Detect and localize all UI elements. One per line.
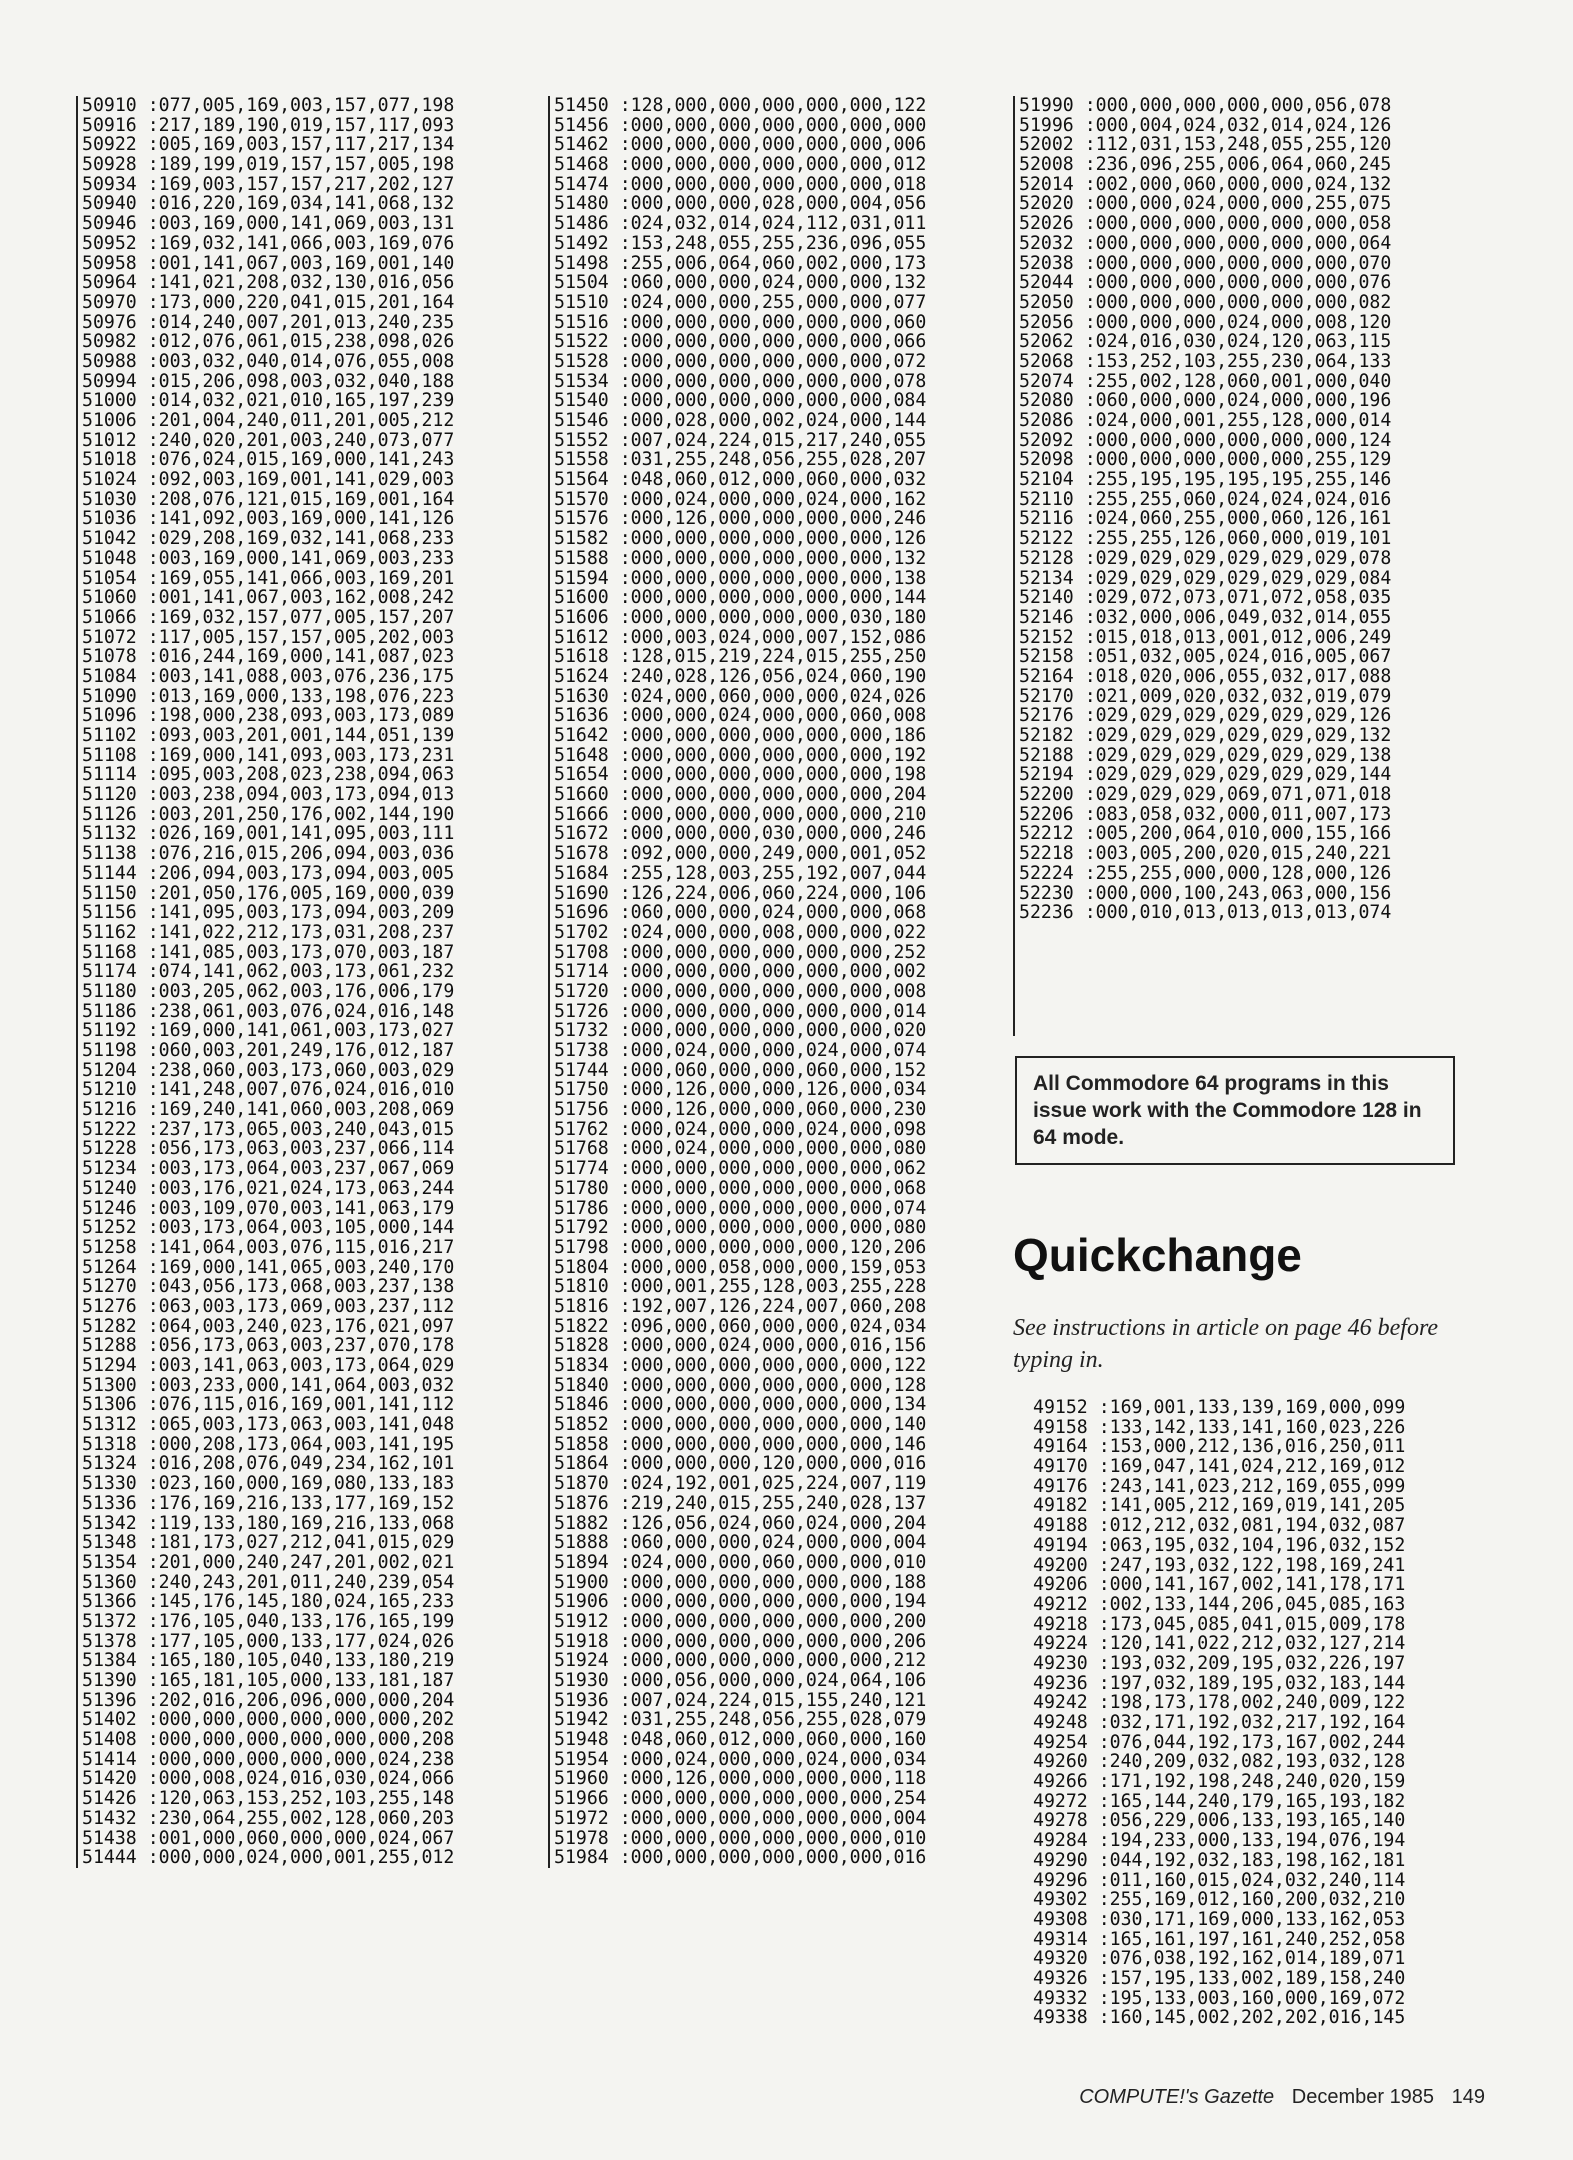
data-line: 51114 :095,003,208,023,238,094,063 [82, 764, 455, 786]
data-line: 51198 :060,003,201,249,176,012,187 [82, 1040, 455, 1061]
data-line: 51528 :000,000,000,000,000,000,072 [554, 350, 927, 372]
data-line: 49182 :141,005,212,169,019,141,205 [1033, 1495, 1406, 1517]
data-line: 49224 :120,141,022,212,032,127,214 [1033, 1633, 1406, 1655]
data-line: 51288 :056,173,063,003,237,070,178 [82, 1335, 455, 1357]
data-line: 51552 :007,024,224,015,217,240,055 [554, 429, 927, 451]
data-line: 51864 :000,000,000,120,000,000,016 [554, 1453, 927, 1475]
data-line: 52062 :024,016,030,024,120,063,115 [1019, 331, 1392, 353]
data-line: 52098 :000,000,000,000,000,255,129 [1019, 449, 1392, 471]
data-line: 51048 :003,169,000,141,069,003,233 [82, 547, 455, 569]
data-line: 51606 :000,000,000,000,000,030,180 [554, 606, 927, 628]
data-line: 51666 :000,000,000,000,000,000,210 [554, 803, 927, 825]
data-line: 51120 :003,238,094,003,173,094,013 [82, 784, 455, 806]
data-line: 51642 :000,000,000,000,000,000,186 [554, 725, 927, 746]
data-line: 49206 :000,141,167,002,141,178,171 [1033, 1574, 1406, 1596]
data-line: 51354 :201,000,240,247,201,002,021 [82, 1551, 455, 1573]
data-line: 51636 :000,000,024,000,000,060,008 [554, 705, 927, 727]
data-line: 51828 :000,000,024,000,000,016,156 [554, 1335, 927, 1357]
data-line: 51810 :000,001,255,128,003,255,228 [554, 1276, 927, 1298]
data-line: 51456 :000,000,000,000,000,000,000 [554, 114, 927, 136]
data-line: 51990 :000,000,000,000,000,056,078 [1019, 95, 1392, 116]
data-line: 51906 :000,000,000,000,000,000,194 [554, 1591, 927, 1613]
data-line: 51462 :000,000,000,000,000,000,006 [554, 134, 927, 156]
data-line: 49176 :243,141,023,212,169,055,099 [1033, 1475, 1406, 1497]
data-line: 51504 :060,000,000,024,000,000,132 [554, 272, 927, 294]
quickchange-instructions: See instructions in article on page 46 before typing in. [1013, 1315, 1439, 1373]
data-line: 51798 :000,000,000,000,000,120,206 [554, 1236, 927, 1258]
data-line: 51102 :093,003,201,001,144,051,139 [82, 725, 455, 746]
data-line: 49254 :076,044,192,173,167,002,244 [1033, 1731, 1406, 1753]
data-line: 51324 :016,208,076,049,234,162,101 [82, 1453, 455, 1475]
data-line: 51234 :003,173,064,003,237,067,069 [82, 1158, 455, 1180]
data-line: 49212 :002,133,144,206,045,085,163 [1033, 1593, 1406, 1615]
data-line: 49326 :157,195,133,002,189,158,240 [1033, 1967, 1406, 1989]
quickchange-listing [1033, 1398, 1483, 2028]
data-line: 51894 :024,000,000,060,000,000,010 [554, 1551, 927, 1573]
data-line: 51006 :201,004,240,011,201,005,212 [82, 410, 455, 431]
data-line: 51702 :024,000,000,008,000,000,022 [554, 921, 927, 943]
data-line: 52032 :000,000,000,000,000,000,064 [1019, 232, 1392, 254]
data-line: 49302 :255,169,012,160,200,032,210 [1033, 1889, 1406, 1911]
data-line: 49158 :133,142,133,141,160,023,226 [1033, 1416, 1406, 1438]
data-line: 51066 :169,032,157,077,005,157,207 [82, 606, 455, 628]
data-line: 51516 :000,000,000,000,000,000,060 [554, 311, 927, 333]
data-line: 49314 :165,161,197,161,240,252,058 [1033, 1928, 1406, 1950]
data-line: 51180 :003,205,062,003,176,006,179 [82, 980, 455, 1002]
data-line: 51012 :240,020,201,003,240,073,077 [82, 429, 455, 451]
data-line: 51312 :065,003,173,063,003,141,048 [82, 1414, 455, 1436]
data-line: 52050 :000,000,000,000,000,000,082 [1019, 291, 1392, 313]
data-line: 51474 :000,000,000,000,000,000,018 [554, 173, 927, 195]
data-line: 51132 :026,169,001,141,095,003,111 [82, 823, 455, 845]
data-line: 52086 :024,000,001,255,128,000,014 [1019, 410, 1392, 431]
data-line: 51960 :000,126,000,000,000,000,118 [554, 1768, 927, 1790]
data-line: 51972 :000,000,000,000,000,000,004 [554, 1807, 927, 1829]
data-line: 51660 :000,000,000,000,000,000,204 [554, 784, 927, 806]
data-line: 51738 :000,024,000,000,024,000,074 [554, 1040, 927, 1061]
data-line: 51750 :000,126,000,000,126,000,034 [554, 1079, 927, 1101]
data-line: 51342 :119,133,180,169,216,133,068 [82, 1512, 455, 1534]
data-line: 51570 :000,024,000,000,024,000,162 [554, 488, 927, 510]
data-line: 51486 :024,032,014,024,112,031,011 [554, 213, 927, 235]
data-line: 51186 :238,061,003,076,024,016,148 [82, 1000, 455, 1022]
data-line: 52116 :024,060,255,000,060,126,161 [1019, 508, 1392, 530]
data-line: 49284 :194,233,000,133,194,076,194 [1033, 1830, 1406, 1852]
data-line: 51756 :000,126,000,000,060,000,230 [554, 1099, 927, 1121]
data-line: 49194 :063,195,032,104,196,032,152 [1033, 1534, 1406, 1556]
data-line: 51576 :000,126,000,000,000,000,246 [554, 508, 927, 530]
data-line: 51432 :230,064,255,002,128,060,203 [82, 1807, 455, 1829]
data-line: 51900 :000,000,000,000,000,000,188 [554, 1571, 927, 1593]
data-line: 51294 :003,141,063,003,173,064,029 [82, 1355, 455, 1376]
data-line: 50922 :005,169,003,157,117,217,134 [82, 134, 455, 156]
data-line: 51618 :128,015,219,224,015,255,250 [554, 646, 927, 668]
data-line: 51426 :120,063,153,252,103,255,148 [82, 1788, 455, 1810]
data-line: 49152 :169,001,133,139,169,000,099 [1033, 1397, 1406, 1418]
data-line: 50958 :001,141,067,003,169,001,140 [82, 252, 455, 274]
data-line: 51768 :000,024,000,000,000,000,080 [554, 1138, 927, 1160]
data-line: 49170 :169,047,141,024,212,169,012 [1033, 1456, 1406, 1478]
data-line: 51264 :169,000,141,065,003,240,170 [82, 1256, 455, 1278]
data-line: 51834 :000,000,000,000,000,000,122 [554, 1355, 927, 1376]
data-line: 52014 :002,000,060,000,000,024,132 [1019, 173, 1392, 195]
data-line: 51318 :000,208,173,064,003,141,195 [82, 1433, 455, 1455]
data-line: 51276 :063,003,173,069,003,237,112 [82, 1295, 455, 1317]
data-line: 51930 :000,056,000,000,024,064,106 [554, 1670, 927, 1691]
data-line: 51594 :000,000,000,000,000,000,138 [554, 567, 927, 589]
data-line: 51396 :202,016,206,096,000,000,204 [82, 1689, 455, 1711]
data-line: 49320 :076,038,192,162,014,189,071 [1033, 1948, 1406, 1970]
data-line: 52146 :032,000,006,049,032,014,055 [1019, 606, 1392, 628]
data-line: 51846 :000,000,000,000,000,000,134 [554, 1394, 927, 1416]
data-line: 51378 :177,105,000,133,177,024,026 [82, 1630, 455, 1652]
data-line: 52026 :000,000,000,000,000,000,058 [1019, 213, 1392, 235]
data-line: 51336 :176,169,216,133,177,169,152 [82, 1492, 455, 1514]
data-line: 52212 :005,200,064,010,000,155,166 [1019, 823, 1392, 845]
data-line: 51888 :060,000,000,024,000,000,004 [554, 1532, 927, 1554]
data-line: 52134 :029,029,029,029,029,029,084 [1019, 567, 1392, 589]
data-line: 49188 :012,212,032,081,194,032,087 [1033, 1515, 1406, 1537]
listing-column-1 [76, 96, 548, 1868]
compatibility-note: All Commodore 64 programs in this issue work with the Commodore 128 in 64 mode. [1015, 1056, 1455, 1165]
data-line: 51138 :076,216,015,206,094,003,036 [82, 843, 455, 865]
data-line: 51330 :023,160,000,169,080,133,183 [82, 1473, 455, 1495]
data-line: 50934 :169,003,157,157,217,202,127 [82, 173, 455, 195]
data-line: 51678 :092,000,000,249,000,001,052 [554, 843, 927, 865]
data-line: 50910 :077,005,169,003,157,077,198 [82, 95, 455, 116]
data-line: 51054 :169,055,141,066,003,169,201 [82, 567, 455, 589]
data-line: 51402 :000,000,000,000,000,000,202 [82, 1709, 455, 1731]
data-line: 51372 :176,105,040,133,176,165,199 [82, 1610, 455, 1632]
page-number: 149 [1451, 2086, 1485, 2108]
data-line: 51822 :096,000,060,000,000,024,034 [554, 1315, 927, 1337]
data-line: 51090 :013,169,000,133,198,076,223 [82, 685, 455, 707]
data-line: 51780 :000,000,000,000,000,000,068 [554, 1177, 927, 1199]
data-line: 51762 :000,024,000,000,024,000,098 [554, 1118, 927, 1140]
data-line: 51648 :000,000,000,000,000,000,192 [554, 744, 927, 766]
data-line: 52056 :000,000,000,024,000,008,120 [1019, 311, 1392, 333]
data-line: 49278 :056,229,006,133,193,165,140 [1033, 1810, 1406, 1832]
data-line: 51444 :000,000,024,000,001,255,012 [82, 1847, 455, 1869]
data-line: 51024 :092,003,169,001,141,029,003 [82, 469, 455, 491]
data-line: 50928 :189,199,019,157,157,005,198 [82, 154, 455, 176]
data-line: 51630 :024,000,060,000,000,024,026 [554, 685, 927, 707]
data-line: 51036 :141,092,003,169,000,141,126 [82, 508, 455, 530]
data-line: 51204 :238,060,003,173,060,003,029 [82, 1059, 455, 1081]
data-line: 51954 :000,024,000,000,024,000,034 [554, 1748, 927, 1770]
data-line: 51450 :128,000,000,000,000,000,122 [554, 95, 927, 116]
data-line: 49200 :247,193,032,122,198,169,241 [1033, 1554, 1406, 1576]
data-line: 51918 :000,000,000,000,000,000,206 [554, 1630, 927, 1652]
data-line: 49248 :032,171,192,032,217,192,164 [1033, 1712, 1406, 1733]
magazine-name: COMPUTE!'s Gazette [1079, 2086, 1275, 2108]
page-footer [1067, 2086, 1485, 2109]
data-line: 50946 :003,169,000,141,069,003,131 [82, 213, 455, 235]
data-line: 51600 :000,000,000,000,000,000,144 [554, 587, 927, 609]
data-line: 51612 :000,003,024,000,007,152,086 [554, 626, 927, 648]
data-line: 52194 :029,029,029,029,029,029,144 [1019, 764, 1392, 786]
data-line: 51588 :000,000,000,000,000,000,132 [554, 547, 927, 569]
data-line: 51984 :000,000,000,000,000,000,016 [554, 1847, 927, 1869]
data-line: 51966 :000,000,000,000,000,000,254 [554, 1788, 927, 1810]
data-line: 52182 :029,029,029,029,029,029,132 [1019, 725, 1392, 746]
data-line: 52200 :029,029,029,069,071,071,018 [1019, 784, 1392, 806]
data-line: 51030 :208,076,121,015,169,001,164 [82, 488, 455, 510]
data-line: 52224 :255,255,000,000,128,000,126 [1019, 862, 1392, 884]
data-line: 51714 :000,000,000,000,000,000,002 [554, 961, 927, 983]
data-line: 51414 :000,000,000,000,000,024,238 [82, 1748, 455, 1770]
data-line: 49260 :240,209,032,082,193,032,128 [1033, 1751, 1406, 1773]
data-line: 51042 :029,208,169,032,141,068,233 [82, 528, 455, 550]
data-line: 51546 :000,028,000,002,024,000,144 [554, 410, 927, 431]
data-line: 51690 :126,224,006,060,224,000,106 [554, 882, 927, 904]
data-line: 51924 :000,000,000,000,000,000,212 [554, 1650, 927, 1672]
data-line: 49164 :153,000,212,136,016,250,011 [1033, 1436, 1406, 1458]
data-line: 52188 :029,029,029,029,029,029,138 [1019, 744, 1392, 766]
data-line: 51582 :000,000,000,000,000,000,126 [554, 528, 927, 550]
data-line: 51000 :014,032,021,010,165,197,239 [82, 390, 455, 412]
data-line: 51192 :169,000,141,061,003,173,027 [82, 1020, 455, 1042]
data-line: 51240 :003,176,021,024,173,063,244 [82, 1177, 455, 1199]
data-line: 51852 :000,000,000,000,000,000,140 [554, 1414, 927, 1436]
data-line: 51858 :000,000,000,000,000,000,146 [554, 1433, 927, 1455]
data-line: 51540 :000,000,000,000,000,000,084 [554, 390, 927, 412]
data-line: 52122 :255,255,126,060,000,019,101 [1019, 528, 1392, 550]
issue-date: December 1985 [1291, 2086, 1435, 2108]
data-line: 52020 :000,000,024,000,000,255,075 [1019, 193, 1392, 215]
data-line: 52152 :015,018,013,001,012,006,249 [1019, 626, 1392, 648]
data-line: 52008 :236,096,255,006,064,060,245 [1019, 154, 1392, 176]
data-line: 51144 :206,094,003,173,094,003,005 [82, 862, 455, 884]
data-line: 52044 :000,000,000,000,000,000,076 [1019, 272, 1392, 294]
data-line: 51018 :076,024,015,169,000,141,243 [82, 449, 455, 471]
data-line: 51300 :003,233,000,141,064,003,032 [82, 1374, 455, 1396]
data-line: 51510 :024,000,000,255,000,000,077 [554, 291, 927, 313]
data-line: 50964 :141,021,208,032,130,016,056 [82, 272, 455, 294]
data-line: 52074 :255,002,128,060,001,000,040 [1019, 370, 1392, 392]
data-line: 51498 :255,006,064,060,002,000,173 [554, 252, 927, 274]
listing-column-3 [1013, 96, 1489, 1036]
data-line: 49296 :011,160,015,024,032,240,114 [1033, 1869, 1406, 1891]
data-line: 51558 :031,255,248,056,255,028,207 [554, 449, 927, 471]
data-line: 51228 :056,173,063,003,237,066,114 [82, 1138, 455, 1160]
data-line: 51720 :000,000,000,000,000,000,008 [554, 980, 927, 1002]
data-line: 51870 :024,192,001,025,224,007,119 [554, 1473, 927, 1495]
data-line: 50970 :173,000,220,041,015,201,164 [82, 291, 455, 313]
data-line: 51360 :240,243,201,011,240,239,054 [82, 1571, 455, 1593]
data-line: 51654 :000,000,000,000,000,000,198 [554, 764, 927, 786]
data-line: 49242 :198,173,178,002,240,009,122 [1033, 1692, 1406, 1714]
data-line: 51108 :169,000,141,093,003,173,231 [82, 744, 455, 766]
data-line: 51948 :048,060,012,000,060,000,160 [554, 1729, 927, 1751]
data-line: 51936 :007,024,224,015,155,240,121 [554, 1689, 927, 1711]
data-line: 52176 :029,029,029,029,029,029,126 [1019, 705, 1392, 727]
data-line: 52230 :000,000,100,243,063,000,156 [1019, 882, 1392, 904]
data-line: 51174 :074,141,062,003,173,061,232 [82, 961, 455, 983]
data-line: 51744 :000,060,000,000,060,000,152 [554, 1059, 927, 1081]
quickchange-title: Quickchange [1013, 1229, 1302, 1281]
data-line: 51072 :117,005,157,157,005,202,003 [82, 626, 455, 648]
data-line: 49236 :197,032,189,195,032,183,144 [1033, 1672, 1406, 1694]
data-line: 50916 :217,189,190,019,157,117,093 [82, 114, 455, 136]
data-line: 49230 :193,032,209,195,032,226,197 [1033, 1652, 1406, 1674]
data-line: 51840 :000,000,000,000,000,000,128 [554, 1374, 927, 1396]
data-line: 51390 :165,181,105,000,133,181,187 [82, 1670, 455, 1691]
data-line: 49308 :030,171,169,000,133,162,053 [1033, 1908, 1406, 1930]
data-line: 51882 :126,056,024,060,024,000,204 [554, 1512, 927, 1534]
data-line: 51216 :169,240,141,060,003,208,069 [82, 1099, 455, 1121]
data-line: 51492 :153,248,055,255,236,096,055 [554, 232, 927, 254]
data-line: 51804 :000,000,058,000,000,159,053 [554, 1256, 927, 1278]
data-line: 51408 :000,000,000,000,000,000,208 [82, 1729, 455, 1751]
data-line: 51942 :031,255,248,056,255,028,079 [554, 1709, 927, 1731]
data-line: 52104 :255,195,195,195,195,255,146 [1019, 469, 1392, 491]
data-line: 51816 :192,007,126,224,007,060,208 [554, 1295, 927, 1317]
data-line: 51126 :003,201,250,176,002,144,190 [82, 803, 455, 825]
data-line: 51078 :016,244,169,000,141,087,023 [82, 646, 455, 668]
listing-column-2 [548, 96, 1014, 1868]
data-line: 51624 :240,028,126,056,024,060,190 [554, 665, 927, 687]
data-line: 51096 :198,000,238,093,003,173,089 [82, 705, 455, 727]
data-line: 52218 :003,005,200,020,015,240,221 [1019, 843, 1392, 865]
data-line: 51222 :237,173,065,003,240,043,015 [82, 1118, 455, 1140]
data-line: 51282 :064,003,240,023,176,021,097 [82, 1315, 455, 1337]
data-line: 49332 :195,133,003,160,000,169,072 [1033, 1987, 1406, 2009]
data-line: 50940 :016,220,169,034,141,068,132 [82, 193, 455, 215]
data-line: 52170 :021,009,020,032,032,019,079 [1019, 685, 1392, 707]
data-line: 52206 :083,058,032,000,011,007,173 [1019, 803, 1392, 825]
data-line: 51168 :141,085,003,173,070,003,187 [82, 941, 455, 963]
data-line: 51534 :000,000,000,000,000,000,078 [554, 370, 927, 392]
data-line: 52236 :000,010,013,013,013,013,074 [1019, 902, 1392, 924]
data-line: 51084 :003,141,088,003,076,236,175 [82, 665, 455, 687]
data-line: 51246 :003,109,070,003,141,063,179 [82, 1197, 455, 1219]
data-line: 51384 :165,180,105,040,133,180,219 [82, 1650, 455, 1672]
data-line: 52110 :255,255,060,024,024,024,016 [1019, 488, 1392, 510]
data-line: 51708 :000,000,000,000,000,000,252 [554, 941, 927, 963]
data-line: 49290 :044,192,032,183,198,162,181 [1033, 1849, 1406, 1871]
data-line: 50982 :012,076,061,015,238,098,026 [82, 331, 455, 353]
data-line: 51564 :048,060,012,000,060,000,032 [554, 469, 927, 491]
data-line: 51876 :219,240,015,255,240,028,137 [554, 1492, 927, 1514]
data-line: 52002 :112,031,153,248,055,255,120 [1019, 134, 1392, 156]
data-line: 51774 :000,000,000,000,000,000,062 [554, 1158, 927, 1180]
data-line: 51684 :255,128,003,255,192,007,044 [554, 862, 927, 884]
data-line: 51270 :043,056,173,068,003,237,138 [82, 1276, 455, 1298]
data-line: 51060 :001,141,067,003,162,008,242 [82, 587, 455, 609]
data-line: 51792 :000,000,000,000,000,000,080 [554, 1217, 927, 1239]
data-line: 51306 :076,115,016,169,001,141,112 [82, 1394, 455, 1416]
data-line: 51150 :201,050,176,005,169,000,039 [82, 882, 455, 904]
data-line: 52080 :060,000,000,024,000,000,196 [1019, 390, 1392, 412]
data-line: 51156 :141,095,003,173,094,003,209 [82, 902, 455, 924]
data-line: 52140 :029,072,073,071,072,058,035 [1019, 587, 1392, 609]
data-line: 51258 :141,064,003,076,115,016,217 [82, 1236, 455, 1258]
data-line: 49218 :173,045,085,041,015,009,178 [1033, 1613, 1406, 1635]
data-line: 52068 :153,252,103,255,230,064,133 [1019, 350, 1392, 372]
data-line: 49266 :171,192,198,248,240,020,159 [1033, 1771, 1406, 1793]
data-line: 51252 :003,173,064,003,105,000,144 [82, 1217, 455, 1239]
data-line: 51480 :000,000,000,028,000,004,056 [554, 193, 927, 215]
data-line: 51420 :000,008,024,016,030,024,066 [82, 1768, 455, 1790]
data-line: 52092 :000,000,000,000,000,000,124 [1019, 429, 1392, 451]
data-line: 51468 :000,000,000,000,000,000,012 [554, 154, 927, 176]
data-line: 52038 :000,000,000,000,000,000,070 [1019, 252, 1392, 274]
data-line: 51726 :000,000,000,000,000,000,014 [554, 1000, 927, 1022]
data-line: 51672 :000,000,000,030,000,000,246 [554, 823, 927, 845]
data-line: 51366 :145,176,145,180,024,165,233 [82, 1591, 455, 1613]
data-line: 51912 :000,000,000,000,000,000,200 [554, 1610, 927, 1632]
data-line: 51786 :000,000,000,000,000,000,074 [554, 1197, 927, 1219]
data-line: 49338 :160,145,002,202,202,016,145 [1033, 2007, 1406, 2029]
data-line: 51522 :000,000,000,000,000,000,066 [554, 331, 927, 353]
data-line: 51978 :000,000,000,000,000,000,010 [554, 1827, 927, 1849]
data-line: 50976 :014,240,007,201,013,240,235 [82, 311, 455, 333]
data-line: 49272 :165,144,240,179,165,193,182 [1033, 1790, 1406, 1812]
data-line: 50952 :169,032,141,066,003,169,076 [82, 232, 455, 254]
data-line: 52128 :029,029,029,029,029,029,078 [1019, 547, 1392, 569]
data-line: 51996 :000,004,024,032,014,024,126 [1019, 114, 1392, 136]
data-line: 51438 :001,000,060,000,000,024,067 [82, 1827, 455, 1849]
data-line: 52164 :018,020,006,055,032,017,088 [1019, 665, 1392, 687]
data-line: 51210 :141,248,007,076,024,016,010 [82, 1079, 455, 1101]
data-line: 51162 :141,022,212,173,031,208,237 [82, 921, 455, 943]
data-line: 50988 :003,032,040,014,076,055,008 [82, 350, 455, 372]
data-line: 51732 :000,000,000,000,000,000,020 [554, 1020, 927, 1042]
data-line: 51348 :181,173,027,212,041,015,029 [82, 1532, 455, 1554]
data-line: 51696 :060,000,000,024,000,000,068 [554, 902, 927, 924]
data-line: 52158 :051,032,005,024,016,005,067 [1019, 646, 1392, 668]
data-line: 50994 :015,206,098,003,032,040,188 [82, 370, 455, 392]
